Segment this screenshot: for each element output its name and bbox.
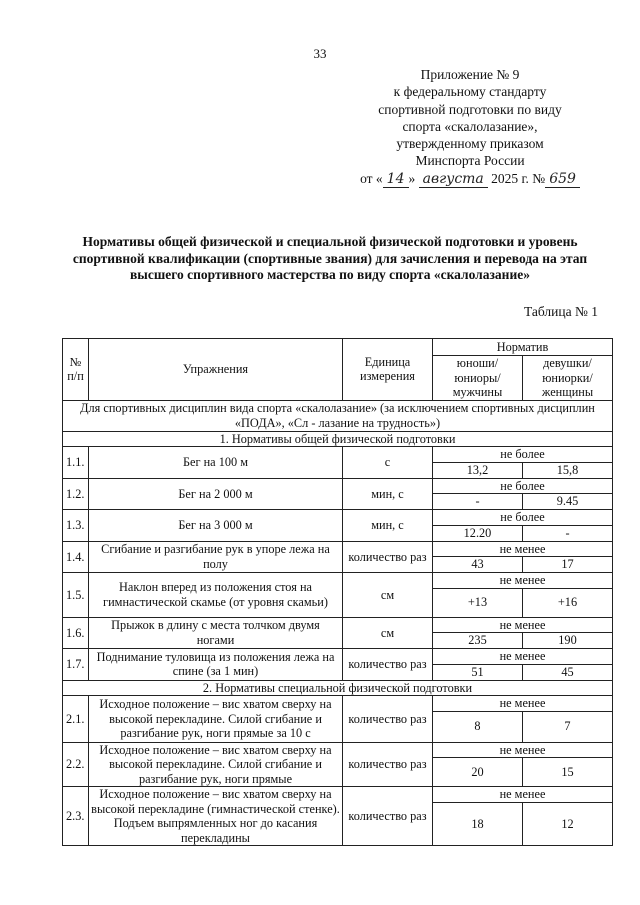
boys-value: 18 xyxy=(433,802,523,845)
boys-value: 235 xyxy=(433,633,523,649)
table-row xyxy=(63,649,613,665)
girls-value: 190 xyxy=(523,633,613,649)
row-number: 1.2. xyxy=(63,478,89,510)
appendix-line: Минспорта России xyxy=(415,153,525,169)
header-girls: девушки/ юниорки/ женщины xyxy=(523,356,613,401)
girls-value: 17 xyxy=(523,557,613,573)
row-number: 1.1. xyxy=(63,447,89,479)
condition-cell: не более xyxy=(433,447,613,463)
table-row xyxy=(63,787,613,803)
date-year: 2025 г. № xyxy=(491,170,546,186)
boys-value: +13 xyxy=(433,588,523,617)
exercise-cell: Бег на 100 м xyxy=(89,447,343,479)
appendix-line: утвержденному приказом xyxy=(396,136,544,152)
exercise-cell: Поднимание туловища из положения лежа на спине (за 1 мин) xyxy=(89,649,343,681)
exercise-cell: Прыжок в длину с места толчком двумя ногами xyxy=(89,617,343,649)
unit-cell: количество раз xyxy=(343,541,433,573)
unit-cell: см xyxy=(343,617,433,649)
exercise-cell: Исходное положение – вис хватом сверху на высокой перекладине. Силой сгибание и разгибание рук, ноги прямые за 10 с xyxy=(89,696,343,743)
header-norm: Норматив xyxy=(433,339,613,356)
exercise-cell: Бег на 3 000 м xyxy=(89,510,343,542)
unit-cell: количество раз xyxy=(343,649,433,681)
table-row xyxy=(63,447,613,463)
header-exercise: Упражнения xyxy=(89,339,343,401)
row-number: 1.7. xyxy=(63,649,89,681)
unit-cell: см xyxy=(343,573,433,618)
condition-cell: не менее xyxy=(433,696,613,712)
boys-value: 51 xyxy=(433,664,523,680)
condition-cell: не менее xyxy=(433,617,613,633)
row-number: 2.2. xyxy=(63,742,89,787)
handwritten-order-number: 659 xyxy=(545,171,580,188)
table-row xyxy=(63,541,613,557)
exercise-cell: Исходное положение – вис хватом сверху на высокой перекладине (гимнастической стенке). Подъем выпрямленных ног до касания перекладины xyxy=(89,787,343,846)
girls-value: 45 xyxy=(523,664,613,680)
girls-value: - xyxy=(523,525,613,541)
header-unit: Единица измерения xyxy=(343,339,433,401)
row-number: 2.3. xyxy=(63,787,89,846)
date-mid: » xyxy=(408,170,416,186)
boys-value: 12.20 xyxy=(433,525,523,541)
order-date-line xyxy=(330,170,610,188)
unit-cell: мин, с xyxy=(343,478,433,510)
condition-cell: не менее xyxy=(433,573,613,589)
row-number: 1.4. xyxy=(63,541,89,573)
handwritten-month: августа xyxy=(419,171,488,188)
appendix-line: спортивной подготовки по виду xyxy=(378,101,562,117)
boys-value: 20 xyxy=(433,758,523,787)
header-num: № п/п xyxy=(63,339,89,401)
unit-cell: количество раз xyxy=(343,787,433,846)
unit-cell: количество раз xyxy=(343,742,433,787)
handwritten-day: 14 xyxy=(383,171,409,188)
table-row xyxy=(63,696,613,712)
date-prefix: от « xyxy=(360,170,383,186)
appendix-line: Приложение № 9 xyxy=(420,67,520,82)
boys-value: 8 xyxy=(433,711,523,742)
girls-value: 15,8 xyxy=(523,462,613,478)
row-number: 1.5. xyxy=(63,573,89,618)
norms-table xyxy=(62,338,613,846)
exercise-cell: Бег на 2 000 м xyxy=(89,478,343,510)
boys-value: - xyxy=(433,494,523,510)
table-row xyxy=(63,510,613,526)
condition-cell: не более xyxy=(433,478,613,494)
section-1-header: 1. Нормативы общей физической подготовки xyxy=(63,431,613,447)
condition-cell: не более xyxy=(433,510,613,526)
condition-cell: не менее xyxy=(433,742,613,758)
document-title: Нормативы общей физической и специальной физической подготовки и уровень спортивной квалификации (спортивные звания) для зачисления и перевода на этап высшего спортивного мастерства по виду спорта «скалолазание» xyxy=(72,234,588,282)
unit-cell: мин, с xyxy=(343,510,433,542)
header-boys: юноши/ юниоры/ мужчины xyxy=(433,356,523,401)
girls-value: 7 xyxy=(523,711,613,742)
table-label: Таблица № 1 xyxy=(524,304,598,319)
unit-cell: количество раз xyxy=(343,696,433,743)
girls-value: 15 xyxy=(523,758,613,787)
condition-cell: не менее xyxy=(433,541,613,557)
exercise-cell: Сгибание и разгибание рук в упоре лежа на полу xyxy=(89,541,343,573)
boys-value: 13,2 xyxy=(433,462,523,478)
table-row xyxy=(63,573,613,589)
girls-value: 12 xyxy=(523,802,613,845)
appendix-line: к федеральному стандарту xyxy=(393,84,547,100)
row-number: 1.6. xyxy=(63,617,89,649)
boys-value: 43 xyxy=(433,557,523,573)
exercise-cell: Исходное положение – вис хватом сверху на высокой перекладине. Силой сгибание и разгибание рук, ноги прямые xyxy=(89,742,343,787)
page-number: 33 xyxy=(313,46,327,61)
girls-value: 9.45 xyxy=(523,494,613,510)
appendix-block xyxy=(330,66,610,188)
condition-cell: не менее xyxy=(433,649,613,665)
table-row xyxy=(63,617,613,633)
table-row xyxy=(63,478,613,494)
row-number: 1.3. xyxy=(63,510,89,542)
girls-value: +16 xyxy=(523,588,613,617)
scope-row: Для спортивных дисциплин вида спорта «скалолазание» (за исключением спортивных дисциплин «ПОДА», «Сл - лазание на трудность») xyxy=(63,400,613,431)
exercise-cell: Наклон вперед из положения стоя на гимнастической скамье (от уровня скамьи) xyxy=(89,573,343,618)
appendix-line: спорта «скалолазание», xyxy=(402,118,538,134)
table-row xyxy=(63,742,613,758)
row-number: 2.1. xyxy=(63,696,89,743)
condition-cell: не менее xyxy=(433,787,613,803)
section-2-header: 2. Нормативы специальной физической подготовки xyxy=(63,680,613,696)
unit-cell: с xyxy=(343,447,433,479)
